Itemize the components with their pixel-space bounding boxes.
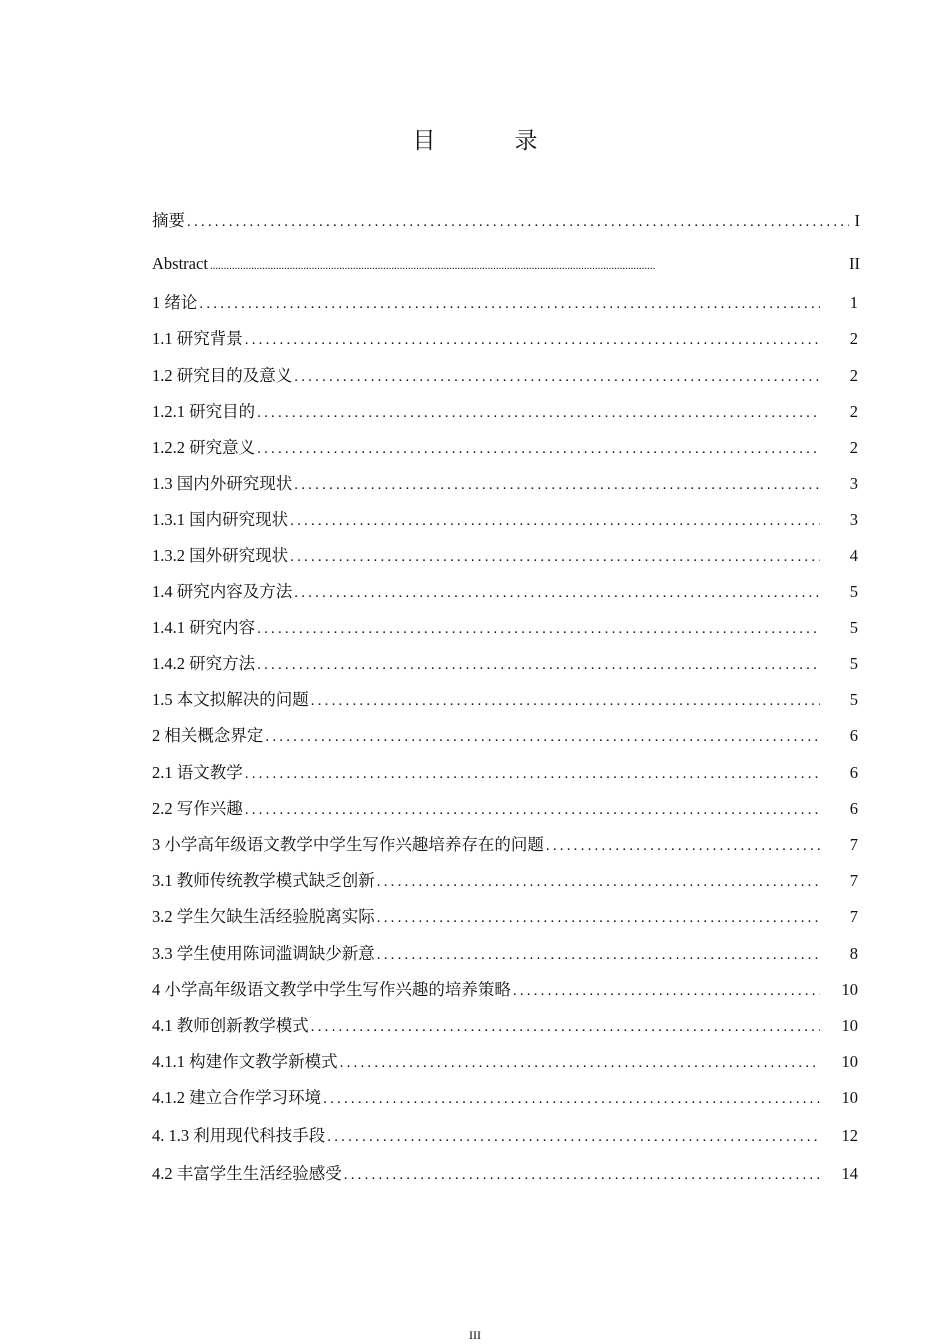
toc-entry-title: 1.3.1 国内研究现状 [152,510,289,529]
toc-entry[interactable] [152,542,860,566]
toc-leader-dots [210,260,843,272]
toc-entry-title: 4.1.2 建立合作学习环境 [152,1088,322,1107]
toc-entry-title: 1.2.1 研究目的 [152,402,256,421]
toc-entry[interactable] [152,686,860,710]
toc-entry-title: 1.4 研究内容及方法 [152,582,293,601]
toc-entry[interactable] [152,506,860,530]
page-number-footer: III [469,1328,481,1342]
toc-entry[interactable] [152,759,860,783]
toc-entry[interactable] [152,362,860,386]
toc-leader-dots [311,1019,820,1036]
page-title: 目 录 [412,128,566,154]
toc-entry-page: 5 [849,690,858,709]
toc-entry-title: 4 小学高年级语文教学中学生写作兴趣的培养策略 [152,980,511,999]
toc-entry-title: 1.1 研究背景 [152,329,243,348]
toc-entry-title: 1.4.2 研究方法 [152,654,256,673]
toc-entry-page: 5 [849,618,858,637]
toc-leader-dots [245,766,820,783]
toc-entry-title: Abstract [152,254,208,273]
toc-leader-dots [257,621,820,638]
toc-entry[interactable] [152,650,860,674]
toc-leader-dots [340,1055,820,1072]
toc-entry[interactable] [152,722,860,746]
toc-entry-title: 2.1 语文教学 [152,763,243,782]
toc-entry-page: 4 [849,546,858,565]
toc-entry[interactable] [152,1160,860,1184]
toc-leader-dots [513,983,820,1000]
toc-leader-dots [257,441,820,458]
toc-entry-title: 3 小学高年级语文教学中学生写作兴趣培养存在的问题 [152,835,544,854]
toc-leader-dots [327,1129,820,1146]
toc-leader-dots [199,296,820,313]
toc-entry[interactable] [152,207,860,231]
toc-entry-page: 3 [849,510,858,529]
toc-entry-page: 5 [849,654,858,673]
toc-entry-title: 3.1 教师传统教学模式缺乏创新 [152,871,375,890]
toc-leader-dots [294,477,820,494]
toc-entry-page: 7 [849,835,858,854]
toc-entry[interactable] [152,1012,860,1036]
toc-entry-page: 12 [841,1126,858,1145]
toc-leader-dots [245,802,820,819]
toc-entry-title: 2 相关概念界定 [152,726,264,745]
toc-entry-title: 4.1 教师创新教学模式 [152,1016,309,1035]
toc-entry-title: 4.2 丰富学生生活经验感受 [152,1164,342,1183]
toc-entry[interactable] [152,940,860,964]
toc-entry-page: 2 [849,438,858,457]
toc-entry-page: 10 [841,1052,858,1071]
toc-entry-page: 10 [841,1016,858,1035]
toc-leader-dots [377,874,820,891]
toc-entry[interactable] [152,614,860,638]
toc-entry[interactable] [152,976,860,1000]
toc-entry-title: 3.2 学生欠缺生活经验脱离实际 [152,907,375,926]
toc-entry-title: 摘要 [152,211,185,230]
toc-entry-title: 3.3 学生使用陈词滥调缺少新意 [152,944,375,963]
toc-leader-dots [257,657,820,674]
toc-leader-dots [377,947,820,964]
toc-entry-page: 10 [841,980,858,999]
toc-leader-dots [294,585,820,602]
toc-leader-dots [311,693,820,710]
toc-entry-page: 7 [849,907,858,926]
toc-entry[interactable] [152,795,860,819]
toc-entry[interactable] [152,1048,860,1072]
toc-entry-title: 2.2 写作兴趣 [152,799,243,818]
toc-entry[interactable] [152,254,860,274]
toc-entry-title: 4. 1.3 利用现代科技手段 [152,1126,326,1145]
toc-entry[interactable] [152,867,860,891]
toc-entry[interactable] [152,903,860,927]
toc-entry-page: 8 [849,944,858,963]
toc-leader-dots [546,838,820,855]
toc-leader-dots [344,1167,820,1184]
toc-entry[interactable] [152,470,860,494]
toc-entry-title: 1 绪论 [152,293,198,312]
toc-entry-title: 4.1.1 构建作文教学新模式 [152,1052,338,1071]
toc-entry-page: 2 [849,329,858,348]
toc-leader-dots [323,1091,820,1108]
toc-entry[interactable] [152,398,860,422]
toc-entry-page: 14 [841,1164,858,1183]
toc-entry-page: 2 [849,366,858,385]
toc-entry-title: 1.3.2 国外研究现状 [152,546,289,565]
toc-entry[interactable] [152,325,860,349]
toc-leader-dots [290,513,820,530]
toc-leader-dots [245,332,820,349]
toc-leader-dots [290,549,820,566]
toc-leader-dots [265,729,820,746]
toc-entry-page: 6 [849,799,858,818]
toc-entry-page: 10 [841,1088,858,1107]
toc-entry-page: 7 [849,871,858,890]
toc-entry[interactable] [152,578,860,602]
toc-entry[interactable] [152,289,860,313]
toc-entry[interactable] [152,434,860,458]
toc-entry-title: 1.5 本文拟解决的问题 [152,690,309,709]
toc-entry-page: II [849,254,860,273]
toc-entry-page: I [854,211,860,230]
toc-leader-dots [187,214,849,231]
toc-entry-page: 3 [849,474,858,493]
toc-entry-page: 6 [849,726,858,745]
toc-entry-page: 2 [849,402,858,421]
toc-entry-page: 6 [849,763,858,782]
toc-entry-title: 1.2.2 研究意义 [152,438,256,457]
toc-leader-dots [377,910,820,927]
toc-entry-page: 5 [849,582,858,601]
toc-entry-title: 1.3 国内外研究现状 [152,474,293,493]
toc-entry-page: 1 [849,293,858,312]
toc-leader-dots [294,369,820,386]
toc-entry[interactable] [152,1122,860,1146]
toc-entry-title: 1.2 研究目的及意义 [152,366,293,385]
toc-entry[interactable] [152,1084,860,1108]
toc-leader-dots [257,405,820,422]
toc-entry-title: 1.4.1 研究内容 [152,618,256,637]
toc-entry[interactable] [152,831,860,855]
